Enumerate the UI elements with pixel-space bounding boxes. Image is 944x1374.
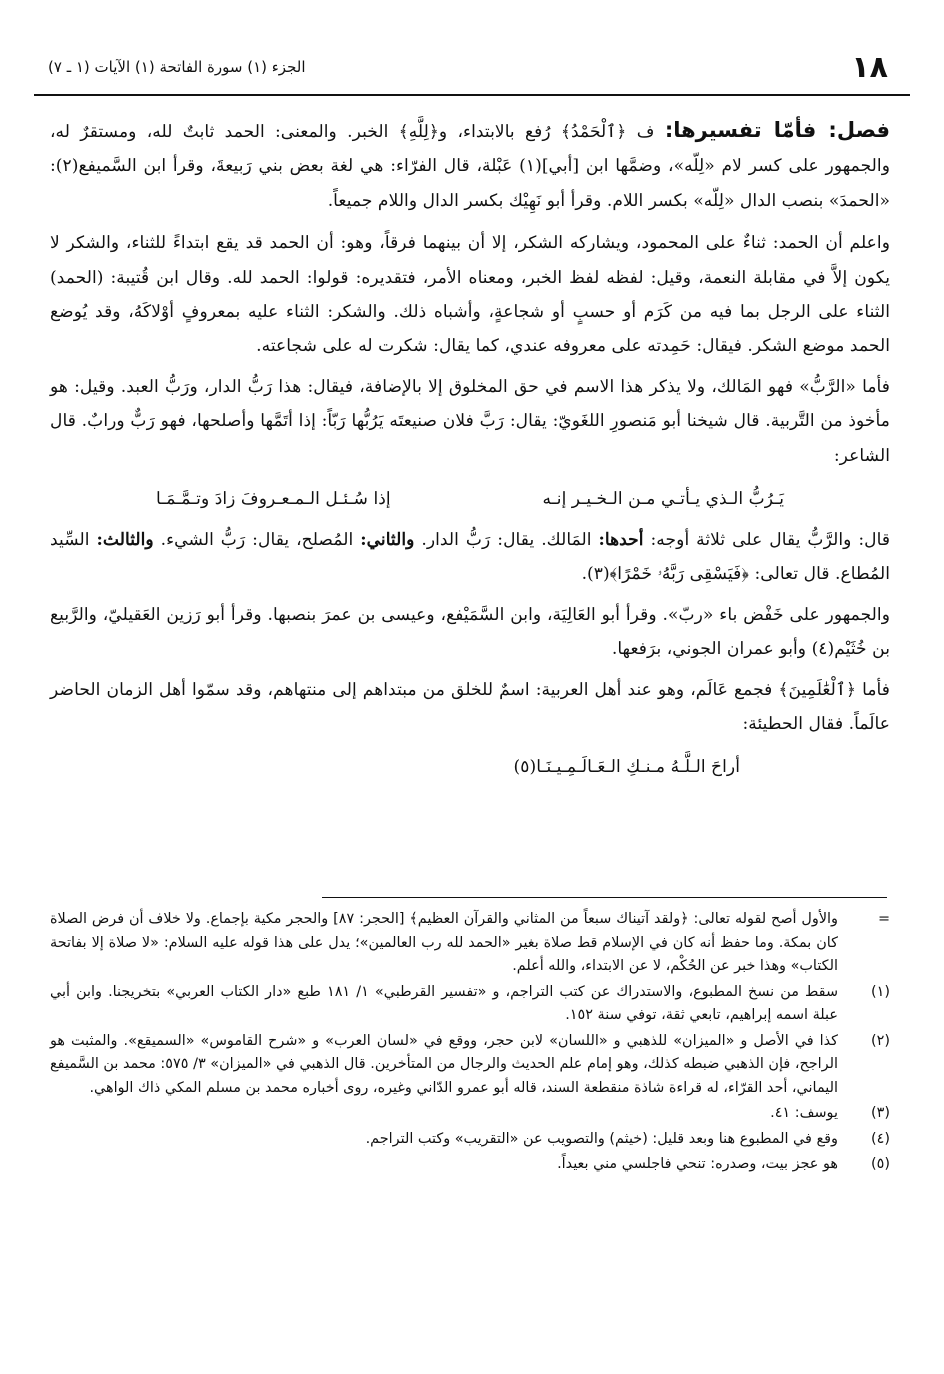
- poetry-verse: [50, 479, 890, 519]
- paragraph-text: ف ﴿ٱلْحَمْدُ﴾ رُفع بالابتداء، و﴿لِلَّهِ﴾ الخبر. والمعنى: الحمد ثابتٌ لله، ومستقرٌ له، والجمهور على كسر لام «لِلّه»، وضمَّها ابن [أبي](١) عَبْلة، قال الفرّاء: هي لغة بعض بني رَبيعةَ، وقرأ ابن السَّميفع(٢): «الحمدَ» بنصب الدال «لِلّه» بكسر اللام. وقرأ أبو نَهِيْك بكسر الدال واللام جميعاً.: [50, 122, 890, 211]
- footnote-item: [50, 1128, 890, 1152]
- section-lead: فصل: فأمّا تفسيرها:: [664, 118, 891, 142]
- poetry-verse-hutayah: أراحَ الـلَّـهُ مـنـكِ الـعَـالَـمِـيـنَـا(٥): [513, 756, 740, 777]
- page-header: [34, 48, 910, 96]
- footnote-marker: (٤): [871, 1130, 890, 1147]
- verse-second-hemistich: إذا سُـئـل الـمـعـروفَ زادَ وتـمَّـمَـا: [155, 489, 391, 510]
- footnote-text: سقط من نسخ المطبوع، والاستدراك عن كتب التراجم، و «تفسير القرطبي» ١/ ١٨١ طبع «دار الكتاب العربي» بتخريجنا. وابن أبي عبلة اسمه إبراهيم، تابعي ثقة، توفي سنة ١٥٢.: [50, 983, 838, 1023]
- footnote-item: [50, 1102, 890, 1126]
- footnote-text: وقع في المطبوع هنا وبعد قليل: (خيثم) والتصويب عن «التقريب» وكتب التراجم.: [365, 1130, 838, 1147]
- footnote-marker: (١): [871, 983, 890, 1000]
- paragraph-text: السِّيد المُطاع. قال تعالى: ﴿فَيَسْقِى رَبَّهُۥ خَمْرًا﴾(٣).: [50, 530, 890, 585]
- footnote-item: [50, 1030, 890, 1101]
- paragraph-text: قال: والرَّبُّ يقال على ثلاثة أوجه:: [650, 530, 891, 551]
- bold-term: والثالث:: [96, 530, 154, 551]
- page-number: ١٨: [851, 50, 888, 85]
- footnote-divider: [322, 897, 887, 898]
- running-head: الجزء (١) سورة الفاتحة (١) الآيات (١ ـ ٧): [48, 58, 306, 76]
- paragraph-hamd-shukr: [50, 226, 890, 364]
- paragraph-text: فأما ﴿ٱلْعَٰلَمِينَ﴾ فجمع عَالَم، وهو عند أهل العربية: اسمٌ للخلق من مبتداهم إلى منتهاهم، وقد سمّوا أهل الزمان الحاضر عالَماً. فقال الحطيئة:: [50, 679, 890, 735]
- footnotes: [50, 908, 890, 1179]
- paragraph-text: فأما «الرَّبُّ» فهو المَالك، ولا يذكر هذا الاسم في حق المخلوق إلا بالإضافة، فيقال: هذا رَبُّ الدار، ورَبُّ العبد. وقيل: هو مأخوذ من التَّربية. قال شيخنا أبو مَنصورِ اللغَويّ: يقال: رَبَّ فلان صنيعتَه يَرُبُّها رَبّاً: إذا أتَمَّها وأصلحها، فهو رَبٌّ ورابٌ. قال الشاعر:: [50, 376, 890, 466]
- paragraph-alamin: [50, 673, 890, 742]
- paragraph-text: المُصلح، يقال: رَبُّ الشيء.: [160, 530, 354, 551]
- paragraph-text: واعلم أن الحمد: ثناءٌ على المحمود، ويشاركه الشكر، إلا أن بينهما فرقاً، وهو: أن الحمد قد يقع ابتداءً للثناء، والشكر لا يكون إلاَّ في مقابلة النعمة، وقيل: لفظه لفظ الخبر، ومعناه الأمر، فتقديره: قولوا: الحمد لله. وقال ابن قُتيبة: (الحمد) الثناء على الرجل بما فيه من كَرَم أو حسبٍ أو شجاعةٍ، وأشباه ذلك. والشكر: الثناء عليه بمعروفٍ أوْلاكَهُ، وقد يُوضع الحمد موضع الشكر. فيقال: حَمِدته على معروفه عندي، كما يقال: شكرت له على شجاعته.: [50, 233, 890, 357]
- paragraph-rabb-readings: [50, 598, 890, 667]
- paragraph-text: المَالك. يقال: رَبُّ الدار.: [421, 530, 592, 551]
- main-text: [50, 113, 890, 786]
- footnote-marker: (٥): [871, 1156, 890, 1172]
- footnote-marker: =: [877, 911, 890, 927]
- bold-term: والثاني:: [360, 530, 415, 551]
- footnote-item: [50, 981, 890, 1028]
- footnote-text: كذا في الأصل و «الميزان» للذهبي و «اللسان» لابن حجر، ووقع في «لسان العرب» و «شرح القاموس» «السميقع». والمثبت هو الراجح، فإن الذهبي ضبطه كذلك، وهو إمام علم الحديث والرجال من المتأخرين. قال الذهبي في «الميزان» ٣/ ٥٧٥: محمد بن السَّميفع اليماني، أحد القرّاء، له قراءة شاذة منقطعة السند، قاله أبو عمرو الدّاني وغيره، روى أخباره محمد بن مسلم المكي ذاك الواهي.: [50, 1032, 838, 1096]
- paragraph-text: والجمهور على خَفْض باء «ربّ». وقرأ أبو العَالِيَة، وابن السَّمَيْفع، وعيسى بن عمرَ بنصبها. وقرأ أبو رَزين العَقيليّ، والرَّبيع بن خُثَيْم(٤) وأبو عمران الجوني، برَفعها.: [50, 604, 890, 660]
- footnote-text: هو عجز بيت، وصدره: تنحي فاجلسي مني بعيداً.: [557, 1156, 838, 1172]
- paragraph-rabb-meanings: [50, 523, 890, 592]
- paragraph-rabb: [50, 370, 890, 473]
- bold-term: أحدها:: [598, 530, 644, 551]
- paragraph-tafsir-hamd: [50, 113, 890, 218]
- footnote-text: والأول أصح لقوله تعالى: ﴿ولقد آتيناك سبعاً من المثاني والقرآن العظيم﴾ [الحجر: ٨٧] والحجر مكية بإجماع. ولا خلاف أن فرض الصلاة كان بمكة. وما حفظ أنه كان في الإسلام قط صلاة بغير «الحمد لله رب العالمين»؛ يدل على هذا قوله عليه السلام: «لا صلاة إلا بفاتحة الكتاب» وهذا خبر عن الحُكْم، لا عن الابتداء، والله أعلم.: [50, 911, 838, 974]
- verse-first-hemistich: يَـرُبُّ الـذي يـأتـي مـن الـخـيـر إنـه: [542, 489, 785, 510]
- footnote-item: [50, 1153, 890, 1177]
- footnote-marker: (٢): [871, 1032, 890, 1049]
- footnote-marker: (٣): [871, 1105, 890, 1121]
- footnote-item: [50, 908, 890, 979]
- footnote-text: يوسف: ٤١.: [770, 1105, 838, 1121]
